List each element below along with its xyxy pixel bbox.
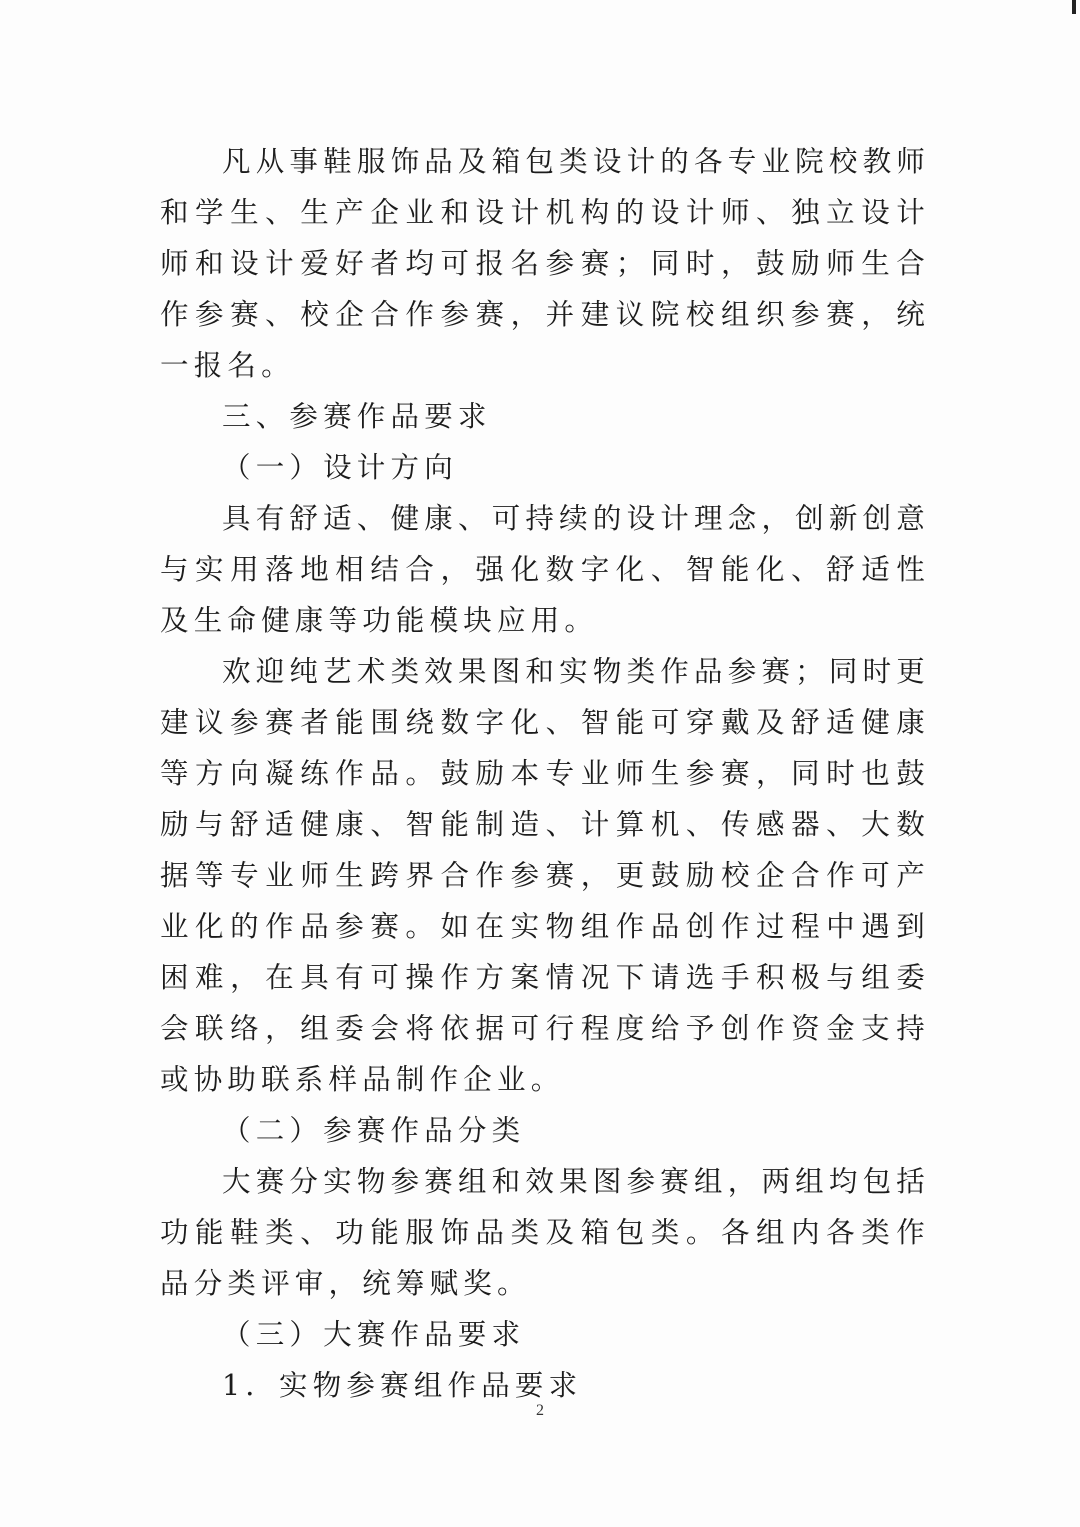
item-heading-physical-group: 1．实物参赛组作品要求 <box>222 1369 583 1402</box>
page-number: 2 <box>536 1402 544 1419</box>
scan-corner-mark <box>1072 0 1076 14</box>
paragraph-welcome-entries: 欢迎纯艺术类效果图和实物类作品参赛；同时更建议参赛者能围绕数字化、智能可穿戴及舒适健康等方向凝练作品。鼓励本专业师生参赛，同时也鼓励与舒适健康、智能制造、计算机、传感器、大数据等专业师生跨界合作参赛，更鼓励校企合作可产业化的作品参赛。如在实物组作品创作过程中遇到困难，在具有可操作方案情况下请选手积极与组委会联络，组委会将依据可行程度给予创作资金支持或协助联系样品制作企业。 <box>160 655 930 1096</box>
subsection-heading-work-requirements: （三）大赛作品要求 <box>222 1318 526 1351</box>
paragraph-design-concept: 具有舒适、健康、可持续的设计理念，创新创意与实用落地相结合，强化数字化、智能化、舒适性及生命健康等功能模块应用。 <box>160 502 930 637</box>
subsection-heading-categories: （二）参赛作品分类 <box>222 1114 526 1147</box>
subsection-heading-design-direction: （一）设计方向 <box>222 451 458 484</box>
section-heading-requirements: 三、参赛作品要求 <box>222 400 492 433</box>
paragraph-categories: 大赛分实物参赛组和效果图参赛组，两组均包括功能鞋类、功能服饰品类及箱包类。各组内各类作品分类评审，统筹赋奖。 <box>160 1165 930 1300</box>
document-body <box>160 136 930 1411</box>
paragraph-eligibility: 凡从事鞋服饰品及箱包类设计的各专业院校教师和学生、生产企业和设计机构的设计师、独立设计师和设计爱好者均可报名参赛；同时，鼓励师生合作参赛、校企合作参赛，并建议院校组织参赛，统一报名。 <box>160 145 930 382</box>
